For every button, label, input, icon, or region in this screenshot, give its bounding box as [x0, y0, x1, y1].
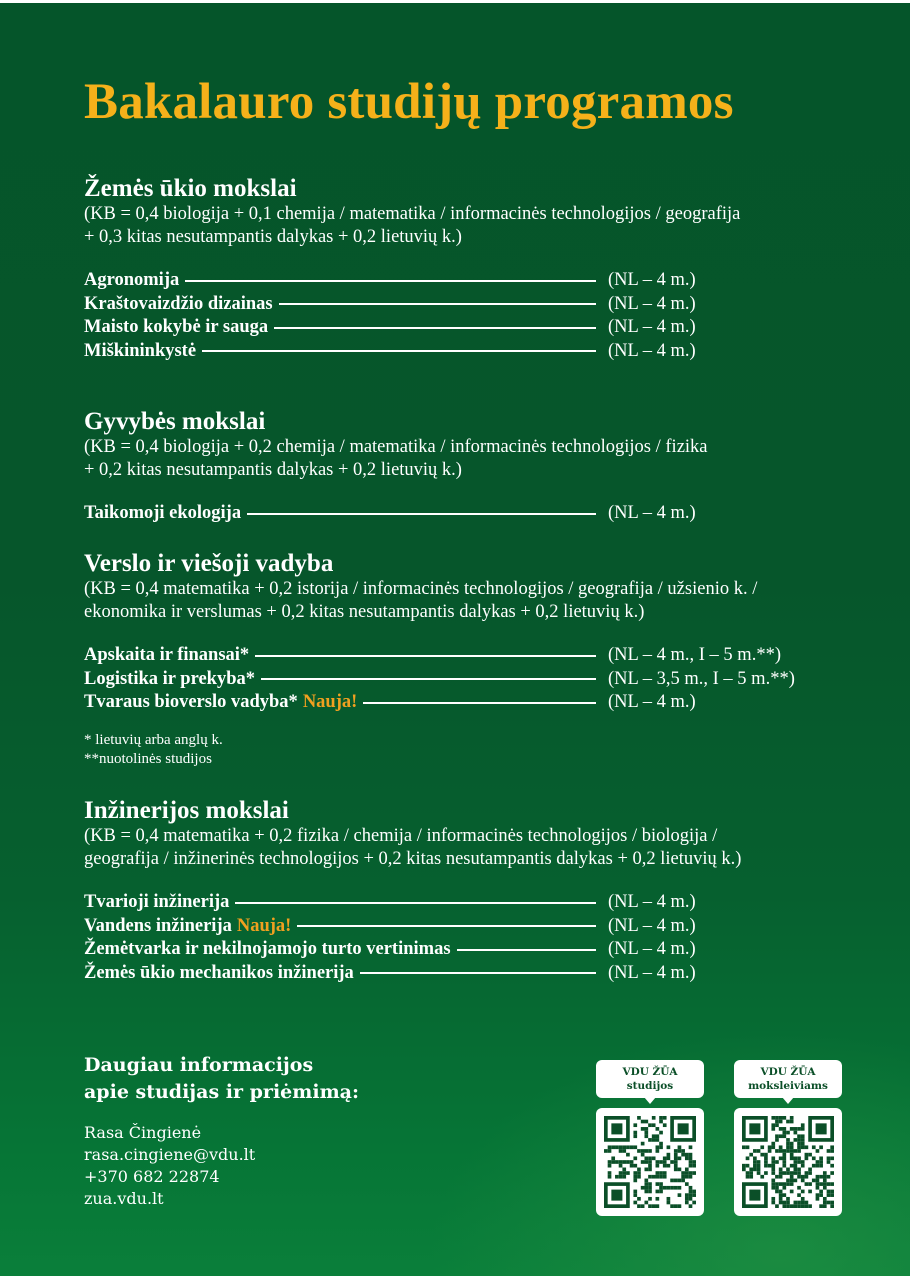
qr-studies[interactable]: [596, 1060, 704, 1216]
program-duration: (NL – 4 m.): [608, 293, 696, 314]
program-name: Tvarioji inžinerija: [84, 892, 230, 913]
program-name: Agronomija: [84, 270, 180, 291]
program-row: [84, 915, 844, 939]
program-name: Apskaita ir finansai*: [84, 645, 250, 666]
section-heading: Žemės ūkio mokslai: [84, 175, 297, 202]
leader-line: [255, 655, 596, 657]
section-formula-line1: (KB = 0,4 matematika + 0,2 fizika / chemija / informacinės technologijos / biologija /: [84, 826, 718, 846]
program-name: Žemės ūkio mechanikos inžinerija: [84, 962, 354, 983]
leader-line: [279, 303, 596, 305]
program-name: Žemėtvarka ir nekilnojamojo turto vertinimas: [84, 939, 451, 960]
info-heading: [84, 1052, 359, 1106]
qr-label-line2: moksleiviams: [748, 1080, 828, 1092]
program-row: [84, 668, 844, 692]
program-duration: (NL – 4 m.): [608, 962, 696, 983]
section-formula-line1: (KB = 0,4 matematika + 0,2 istorija / informacinės technologijos / geografija / užsienio k. /: [84, 579, 758, 599]
program-list: [84, 269, 844, 363]
new-badge: Nauja!: [302, 692, 358, 713]
program-row: [84, 962, 844, 986]
leader-line: [261, 678, 596, 680]
program-row: [84, 891, 844, 915]
program-name: Maisto kokybė ir sauga: [84, 317, 269, 338]
section-agricultural-sciences: [84, 175, 844, 363]
leader-line: [235, 902, 596, 904]
program-duration: (NL – 4 m.): [608, 692, 696, 713]
section-formula-line2: geografija / inžinerinės technologijos + 0,2 kitas nesutampantis dalykas + 0,2 lietuvių k.): [84, 849, 742, 869]
program-row: [84, 502, 844, 526]
program-row: [84, 316, 844, 340]
program-row: [84, 340, 844, 364]
footnote-distance: **nuotolinės studijos: [84, 750, 212, 767]
section-heading: Gyvybės mokslai: [84, 408, 266, 435]
program-duration: (NL – 4 m.): [608, 503, 696, 524]
leader-line: [185, 280, 596, 282]
program-row: [84, 269, 844, 293]
program-name: Taikomoji ekologija: [84, 503, 242, 524]
program-duration: (NL – 3,5 m., I – 5 m.**): [608, 668, 795, 689]
leader-line: [360, 972, 596, 974]
program-name: Miškininkystė: [84, 340, 197, 361]
program-name: Kraštovaizdžio dizainas: [84, 293, 273, 314]
program-name: Tvaraus bioverslo vadyba*: [84, 692, 298, 713]
section-formula-line2: + 0,2 kitas nesutampantis dalykas + 0,2 lietuvių k.): [84, 460, 462, 480]
program-row: [84, 691, 844, 715]
leader-line: [457, 949, 596, 951]
section-formula-line1: (KB = 0,4 biologija + 0,2 chemija / matematika / informacinės technologijos / fizika: [84, 437, 708, 457]
program-duration: (NL – 4 m.): [608, 270, 696, 291]
contact-phone[interactable]: +370 682 22874: [84, 1167, 220, 1186]
leader-line: [247, 513, 596, 515]
contact-email[interactable]: rasa.cingiene@vdu.lt: [84, 1145, 256, 1164]
footnote-language: * lietuvių arba anglų k.: [84, 731, 223, 748]
qr-label-line2: studijos: [626, 1080, 674, 1092]
section-formula-line2: + 0,3 kitas nesutampantis dalykas + 0,2 lietuvių k.): [84, 227, 462, 247]
qr-label-line1: VDU ŽŪA: [622, 1066, 678, 1078]
program-row: [84, 293, 844, 317]
program-name: Vandens inžinerija: [84, 915, 232, 936]
program-duration: (NL – 4 m.): [608, 340, 696, 361]
contact-website[interactable]: zua.vdu.lt: [84, 1189, 164, 1208]
section-life-sciences: [84, 408, 844, 526]
program-row: [84, 938, 844, 962]
program-duration: (NL – 4 m.): [608, 892, 696, 913]
qr-label: [596, 1060, 704, 1098]
qr-label: [734, 1060, 842, 1098]
program-list: [84, 502, 844, 526]
program-duration: (NL – 4 m., I – 5 m.**): [608, 645, 781, 666]
leader-line: [274, 327, 596, 329]
qr-code-icon[interactable]: [734, 1108, 842, 1216]
leader-line: [363, 702, 596, 704]
program-list: [84, 891, 844, 985]
section-formula-line2: ekonomika ir verslumas + 0,2 kitas nesutampantis dalykas + 0,2 lietuvių k.): [84, 602, 645, 622]
program-duration: (NL – 4 m.): [608, 317, 696, 338]
section-heading: Inžinerijos mokslai: [84, 797, 289, 824]
section-formula-line1: (KB = 0,4 biologija + 0,1 chemija / matematika / informacinės technologijos / geografija: [84, 204, 741, 224]
leader-line: [297, 925, 596, 927]
qr-label-line1: VDU ŽŪA: [760, 1066, 816, 1078]
program-list: [84, 644, 844, 715]
contact-block: [84, 1122, 255, 1210]
new-badge: Nauja!: [236, 915, 292, 936]
qr-pupils[interactable]: [734, 1060, 842, 1216]
program-row: [84, 644, 844, 668]
leader-line: [202, 350, 596, 352]
section-business-management: [84, 550, 844, 769]
section-heading: Verslo ir viešoji vadyba: [84, 550, 334, 577]
contact-name: Rasa Čingienė: [84, 1123, 202, 1142]
qr-code-icon[interactable]: [596, 1108, 704, 1216]
info-heading-line2: apie studijas ir priėmimą:: [84, 1081, 359, 1103]
page-title: Bakalauro studijų programos: [84, 74, 734, 130]
program-name: Logistika ir prekyba*: [84, 668, 255, 689]
poster: [0, 3, 910, 1276]
program-duration: (NL – 4 m.): [608, 939, 696, 960]
info-heading-line1: Daugiau informacijos: [84, 1054, 314, 1076]
section-engineering-sciences: [84, 797, 844, 985]
program-duration: (NL – 4 m.): [608, 915, 696, 936]
